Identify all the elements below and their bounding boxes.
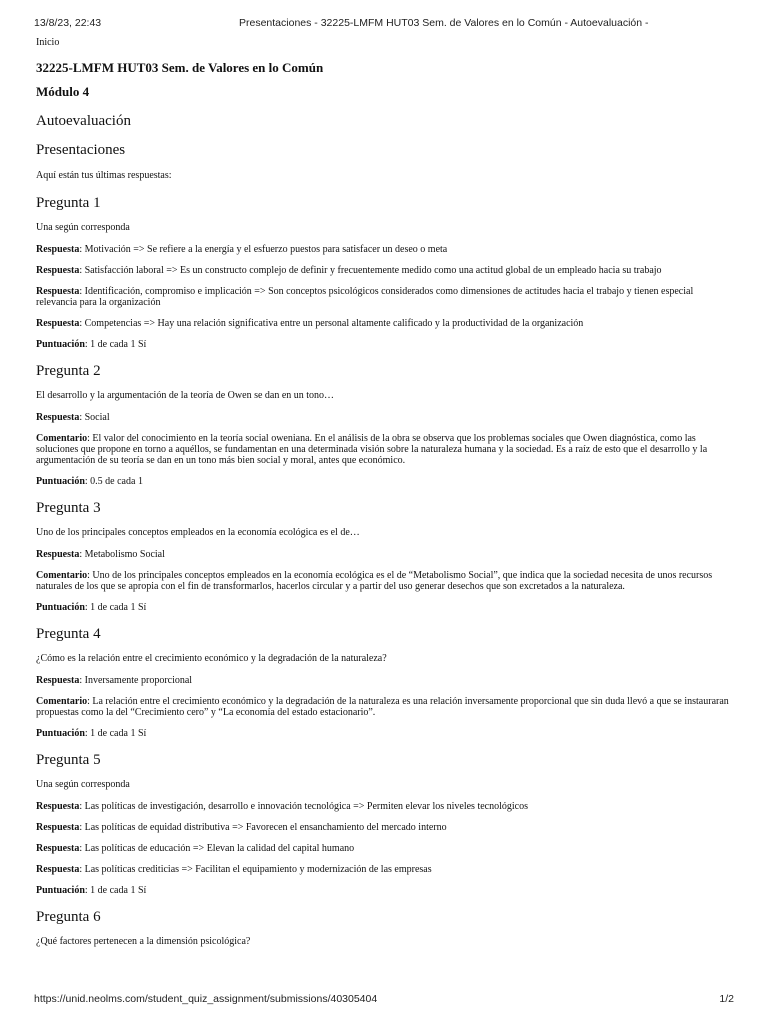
answer-label: Respuesta — [36, 244, 80, 255]
answer-text: : Metabolismo Social — [79, 549, 165, 560]
answer-text: : Las políticas de educación => Elevan la calidad del capital humano — [79, 843, 355, 854]
question-text: Una según corresponda — [36, 779, 130, 790]
score-value: : 0.5 de cada 1 — [84, 476, 143, 487]
answer-label: Respuesta — [36, 843, 80, 854]
comment-label: Comentario — [36, 570, 88, 581]
answer-text: : Social — [79, 412, 110, 423]
answer-text: : Satisfacción laboral => Es un constructo complejo de definir y frecuentemente medido como una actitud global de un empleado hacia su trabajo — [79, 265, 662, 276]
answer-label: Respuesta — [36, 675, 80, 686]
question-text: Una según corresponda — [36, 222, 130, 233]
score-value: : 1 de cada 1 Sí — [84, 339, 147, 350]
comment-line — [36, 696, 736, 718]
answer-label: Respuesta — [36, 864, 80, 875]
answer-line — [36, 864, 736, 875]
comment-text: : Uno de los principales conceptos empleados en la economía ecológica es el de “Metabolismo Social”, que indica que la sociedad necesita de unos recursos naturales de los que se apropia con el fin de transformarlos, hacerlos circular y a partir del uso generar desechos que son excretados a la naturaleza. — [36, 570, 713, 592]
score-label: Puntuación — [36, 728, 85, 739]
answer-line — [36, 244, 736, 255]
question-title: Pregunta 2 — [36, 363, 101, 379]
question-text: ¿Cómo es la relación entre el crecimiento económico y la degradación de la naturaleza? — [36, 653, 387, 664]
print-url: https://unid.neolms.com/student_quiz_assignment/submissions/40305404 — [34, 993, 378, 1005]
print-header — [34, 17, 734, 31]
print-date: 13/8/23, 22:43 — [34, 17, 102, 29]
answer-text: : Las políticas de investigación, desarrollo e innovación tecnológica => Permiten elevar los niveles tecnológicos — [79, 801, 528, 812]
course-title: 32225-LMFM HUT03 Sem. de Valores en lo Común — [36, 60, 324, 75]
score-value: : 1 de cada 1 Sí — [84, 602, 147, 613]
question-title: Pregunta 4 — [36, 626, 101, 642]
answer-text: : Competencias => Hay una relación significativa entre un personal altamente calificado y la productividad de la organización — [79, 318, 584, 329]
answer-line — [36, 843, 736, 854]
score-line — [36, 885, 736, 897]
score-label: Puntuación — [36, 885, 85, 896]
answer-line — [36, 286, 736, 308]
question-block — [36, 751, 736, 897]
comment-line — [36, 570, 736, 592]
score-line — [36, 339, 736, 351]
question-title: Pregunta 5 — [36, 752, 101, 768]
comment-text: : La relación entre el crecimiento económico y la degradación de la naturaleza es una relación inversamente proporcional que sin duda llevó a que se instauraran propuestas como la del “Crecimiento cero” y “La economía del estado estacionario”. — [36, 696, 729, 718]
question-text: Uno de los principales conceptos empleados en la economía ecológica es el de… — [36, 527, 360, 538]
answer-line — [36, 265, 736, 276]
score-value: : 1 de cada 1 Sí — [84, 728, 147, 739]
score-label: Puntuación — [36, 339, 85, 350]
comment-label: Comentario — [36, 696, 88, 707]
print-page-title: Presentaciones - 32225-LMFM HUT03 Sem. de Valores en lo Común - Autoevaluación - — [239, 17, 649, 29]
answer-text: : Identificación, compromiso e implicación => Son conceptos psicológicos considerados como dimensiones de actitudes hacia el trabajo y tienen especial relevancia para la organización — [36, 286, 694, 308]
question-title: Pregunta 3 — [36, 500, 101, 516]
print-footer — [34, 993, 734, 1007]
question-block — [36, 499, 736, 614]
quiz-title: Presentaciones — [36, 142, 126, 158]
score-value: : 1 de cada 1 Sí — [84, 885, 147, 896]
answer-text: : Las políticas crediticias => Facilitan el equipamiento y modernización de las empresas — [79, 864, 432, 875]
section-title: Autoevaluación — [36, 113, 131, 129]
question-block — [36, 194, 736, 351]
comment-text: : El valor del conocimiento en la teoría social oweniana. En el análisis de la obra se observa que los problemas sociales que Owen diagnóstica, como las soluciones que propone en torno a aquéllos, se fundamentan en una determinada visión sobre la naturaleza humana y la sociedad. Es a raíz de esto que el desarrollo y la argumentación de su teoría se dan en un tono más bien social y moral, antes que económico. — [36, 433, 708, 466]
answer-label: Respuesta — [36, 318, 80, 329]
answer-line — [36, 412, 736, 423]
question-text: El desarrollo y la argumentación de la teoría de Owen se dan en un tono… — [36, 390, 335, 401]
question-title: Pregunta 1 — [36, 195, 101, 211]
answer-label: Respuesta — [36, 412, 80, 423]
score-line — [36, 476, 736, 488]
breadcrumb-home-link[interactable]: Inicio — [36, 37, 60, 48]
question-text: ¿Qué factores pertenecen a la dimensión psicológica? — [36, 936, 251, 947]
answer-line — [36, 801, 736, 812]
question-block — [36, 908, 736, 948]
page-content — [36, 37, 736, 958]
page-number: 1/2 — [719, 993, 734, 1005]
question-block — [36, 362, 736, 488]
score-label: Puntuación — [36, 476, 85, 487]
answer-label: Respuesta — [36, 801, 80, 812]
answer-label: Respuesta — [36, 286, 80, 297]
answer-line — [36, 549, 736, 560]
score-line — [36, 602, 736, 614]
question-block — [36, 625, 736, 740]
answer-line — [36, 318, 736, 329]
answer-line — [36, 822, 736, 833]
module-title: Módulo 4 — [36, 84, 90, 99]
intro-text: Aquí están tus últimas respuestas: — [36, 170, 172, 181]
answer-label: Respuesta — [36, 822, 80, 833]
answer-label: Respuesta — [36, 549, 80, 560]
answer-text: : Las políticas de equidad distributiva => Favorecen el ensanchamiento del mercado interno — [79, 822, 447, 833]
comment-label: Comentario — [36, 433, 88, 444]
score-label: Puntuación — [36, 602, 85, 613]
answer-text: : Motivación => Se refiere a la energía y el esfuerzo puestos para satisfacer un deseo o meta — [79, 244, 448, 255]
score-line — [36, 728, 736, 740]
answer-label: Respuesta — [36, 265, 80, 276]
answer-line — [36, 675, 736, 686]
answer-text: : Inversamente proporcional — [79, 675, 193, 686]
comment-line — [36, 433, 736, 466]
question-title: Pregunta 6 — [36, 909, 101, 925]
